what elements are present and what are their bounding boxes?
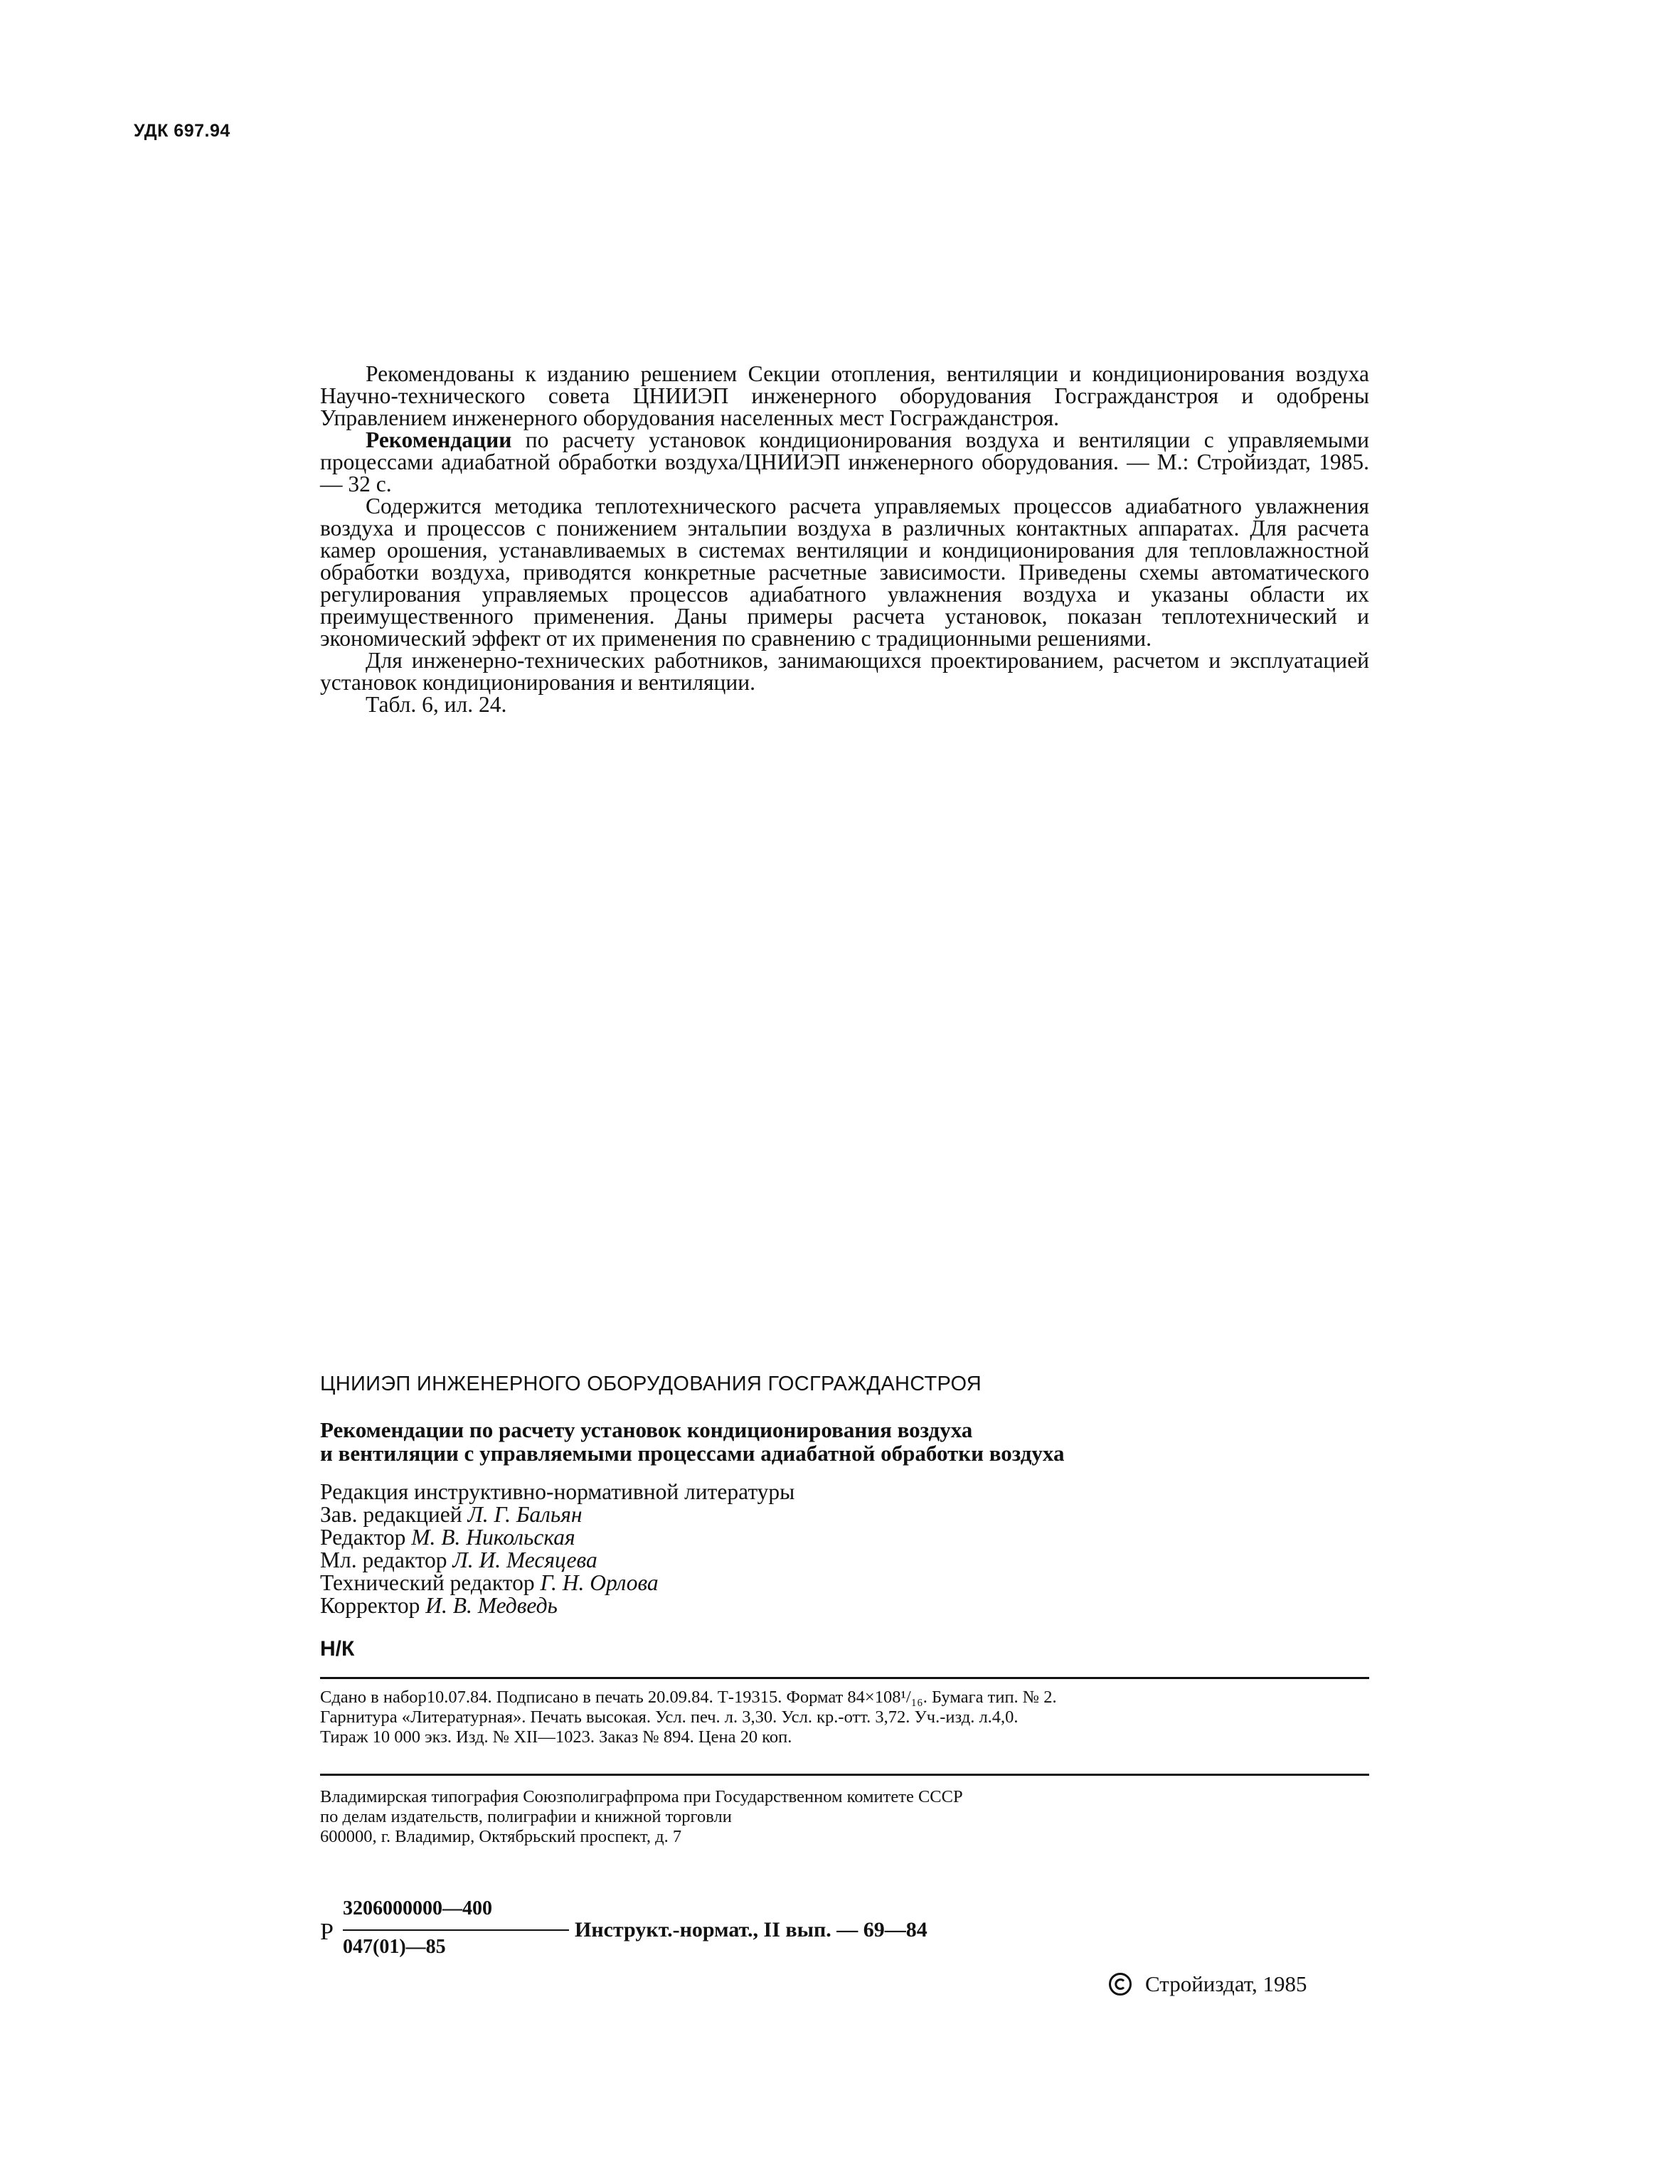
credit-role: Корректор <box>320 1593 426 1618</box>
credit-role: Редактор <box>320 1525 412 1550</box>
credit-role: Мл. редактор <box>320 1548 453 1572</box>
catalog-denominator: 047(01)—85 <box>343 1936 446 1958</box>
printing-house-line-2: по делам издательств, полиграфии и книжной торговли <box>320 1807 732 1826</box>
abstract-bibliography-bold: Рекомендации <box>366 427 512 452</box>
print-info <box>320 1688 1369 1747</box>
book-title-line-2: и вентиляции с управляемыми процессами адиабатной обработки воздуха <box>320 1441 1065 1466</box>
credit-row <box>320 1594 794 1617</box>
catalog-numerator: 3206000000—400 <box>343 1897 492 1919</box>
abstract-audience: Для инженерно-технических работников, занимающихся проектированием, расчетом и эксплуатацией установок кондиционирования и вентиляции. <box>320 648 1369 695</box>
book-title <box>320 1418 1369 1465</box>
copyright <box>1108 1971 1307 1997</box>
credits <box>320 1481 794 1617</box>
print-info-line-1: Сдано в набор10.07.84. Подписано в печать 20.09.84. Т-19315. Формат 84×108¹/₁₆. Бумага тип. № 2. <box>320 1688 1057 1707</box>
abstract <box>320 363 1369 715</box>
abstract-tables-count: Табл. 6, ил. 24. <box>366 692 507 717</box>
abstract-recommendation: Рекомендованы к изданию решением Секции отопления, вентиляции и кондиционирования воздуха Научно-технического совета ЦНИИЭП инженерного оборудования Госгражданстроя и одобрены Управлением инженерного оборудования населенных мест Госгражданстроя. <box>320 361 1369 430</box>
printing-house-line-1: Владимирская типография Союзполиграфпрома при Государственном комитете СССР <box>320 1787 963 1806</box>
divider-bottom <box>320 1774 1369 1776</box>
credit-name: Г. Н. Орлова <box>540 1570 659 1595</box>
print-info-line-3: Тираж 10 000 экз. Изд. № XII—1023. Заказ № 894. Цена 20 коп. <box>320 1727 792 1747</box>
book-title-line-1: Рекомендации по расчету установок кондиционирования воздуха <box>320 1417 973 1442</box>
credit-row <box>320 1549 794 1572</box>
organization: ЦНИИЭП ИНЖЕНЕРНОГО ОБОРУДОВАНИЯ ГОСГРАЖДАНСТРОЯ <box>320 1373 982 1395</box>
print-info-line-2: Гарнитура «Литературная». Печать высокая. Усл. печ. л. 3,30. Усл. кр.-отт. 3,72. Уч.-изд. л.4,0. <box>320 1708 1019 1727</box>
catalog-series: Инструкт.-нормат., II вып. — 69—84 <box>575 1918 927 1941</box>
copyright-text: Стройиздат, 1985 <box>1145 1971 1307 1996</box>
udk-code: УДК 697.94 <box>134 121 230 141</box>
abstract-bibliography <box>320 429 1369 495</box>
credit-name: Л. Г. Бальян <box>467 1502 583 1527</box>
credit-name: Л. И. Месяцева <box>452 1548 597 1572</box>
abstract-bibliography-rest: по расчету установок кондиционирования воздуха и вентиляции с управляемыми процессами адиабатной обработки воздуха/ЦНИИЭП инженерного оборудования. — М.: Стройиздат, 1985. — 32 с. <box>320 427 1369 496</box>
credit-row <box>320 1526 794 1549</box>
credit-row <box>320 1503 794 1526</box>
printing-house-address: 600000, г. Владимир, Октябрьский проспект, д. 7 <box>320 1827 682 1846</box>
printing-house <box>320 1787 963 1847</box>
credit-role: Зав. редакцией <box>320 1502 468 1527</box>
edition-line: Редакция инструктивно-нормативной литературы <box>320 1479 795 1504</box>
credit-name: И. В. Медведь <box>425 1593 558 1618</box>
catalog-letter: Р <box>320 1919 334 1945</box>
credit-row <box>320 1572 794 1594</box>
nk-mark: Н/К <box>320 1637 355 1661</box>
abstract-summary: Содержится методика теплотехнического расчета управляемых процессов адиабатного увлажнения воздуха и процессов с понижением энтальпии воздуха в различных контактных аппаратах. Для расчета камер орошения, устанавливаемых в системах вентиляции и кондиционирования для тепловлажностной обработки воздуха, приводятся конкретные расчетные зависимости. Приведены схемы автоматического регулирования управляемых процессов адиабатного увлажнения воздуха и указаны области их преимущественного применения. Даны примеры расчета установок, показан теплотехнический и экономический эффект от их применения по сравнению с традиционными решениями. <box>320 494 1369 651</box>
divider-top <box>320 1677 1369 1679</box>
catalog-fraction-line <box>343 1929 569 1931</box>
copyright-icon <box>1108 1972 1132 1996</box>
credit-role: Технический редактор <box>320 1570 541 1595</box>
credit-name: М. В. Никольская <box>411 1525 575 1550</box>
